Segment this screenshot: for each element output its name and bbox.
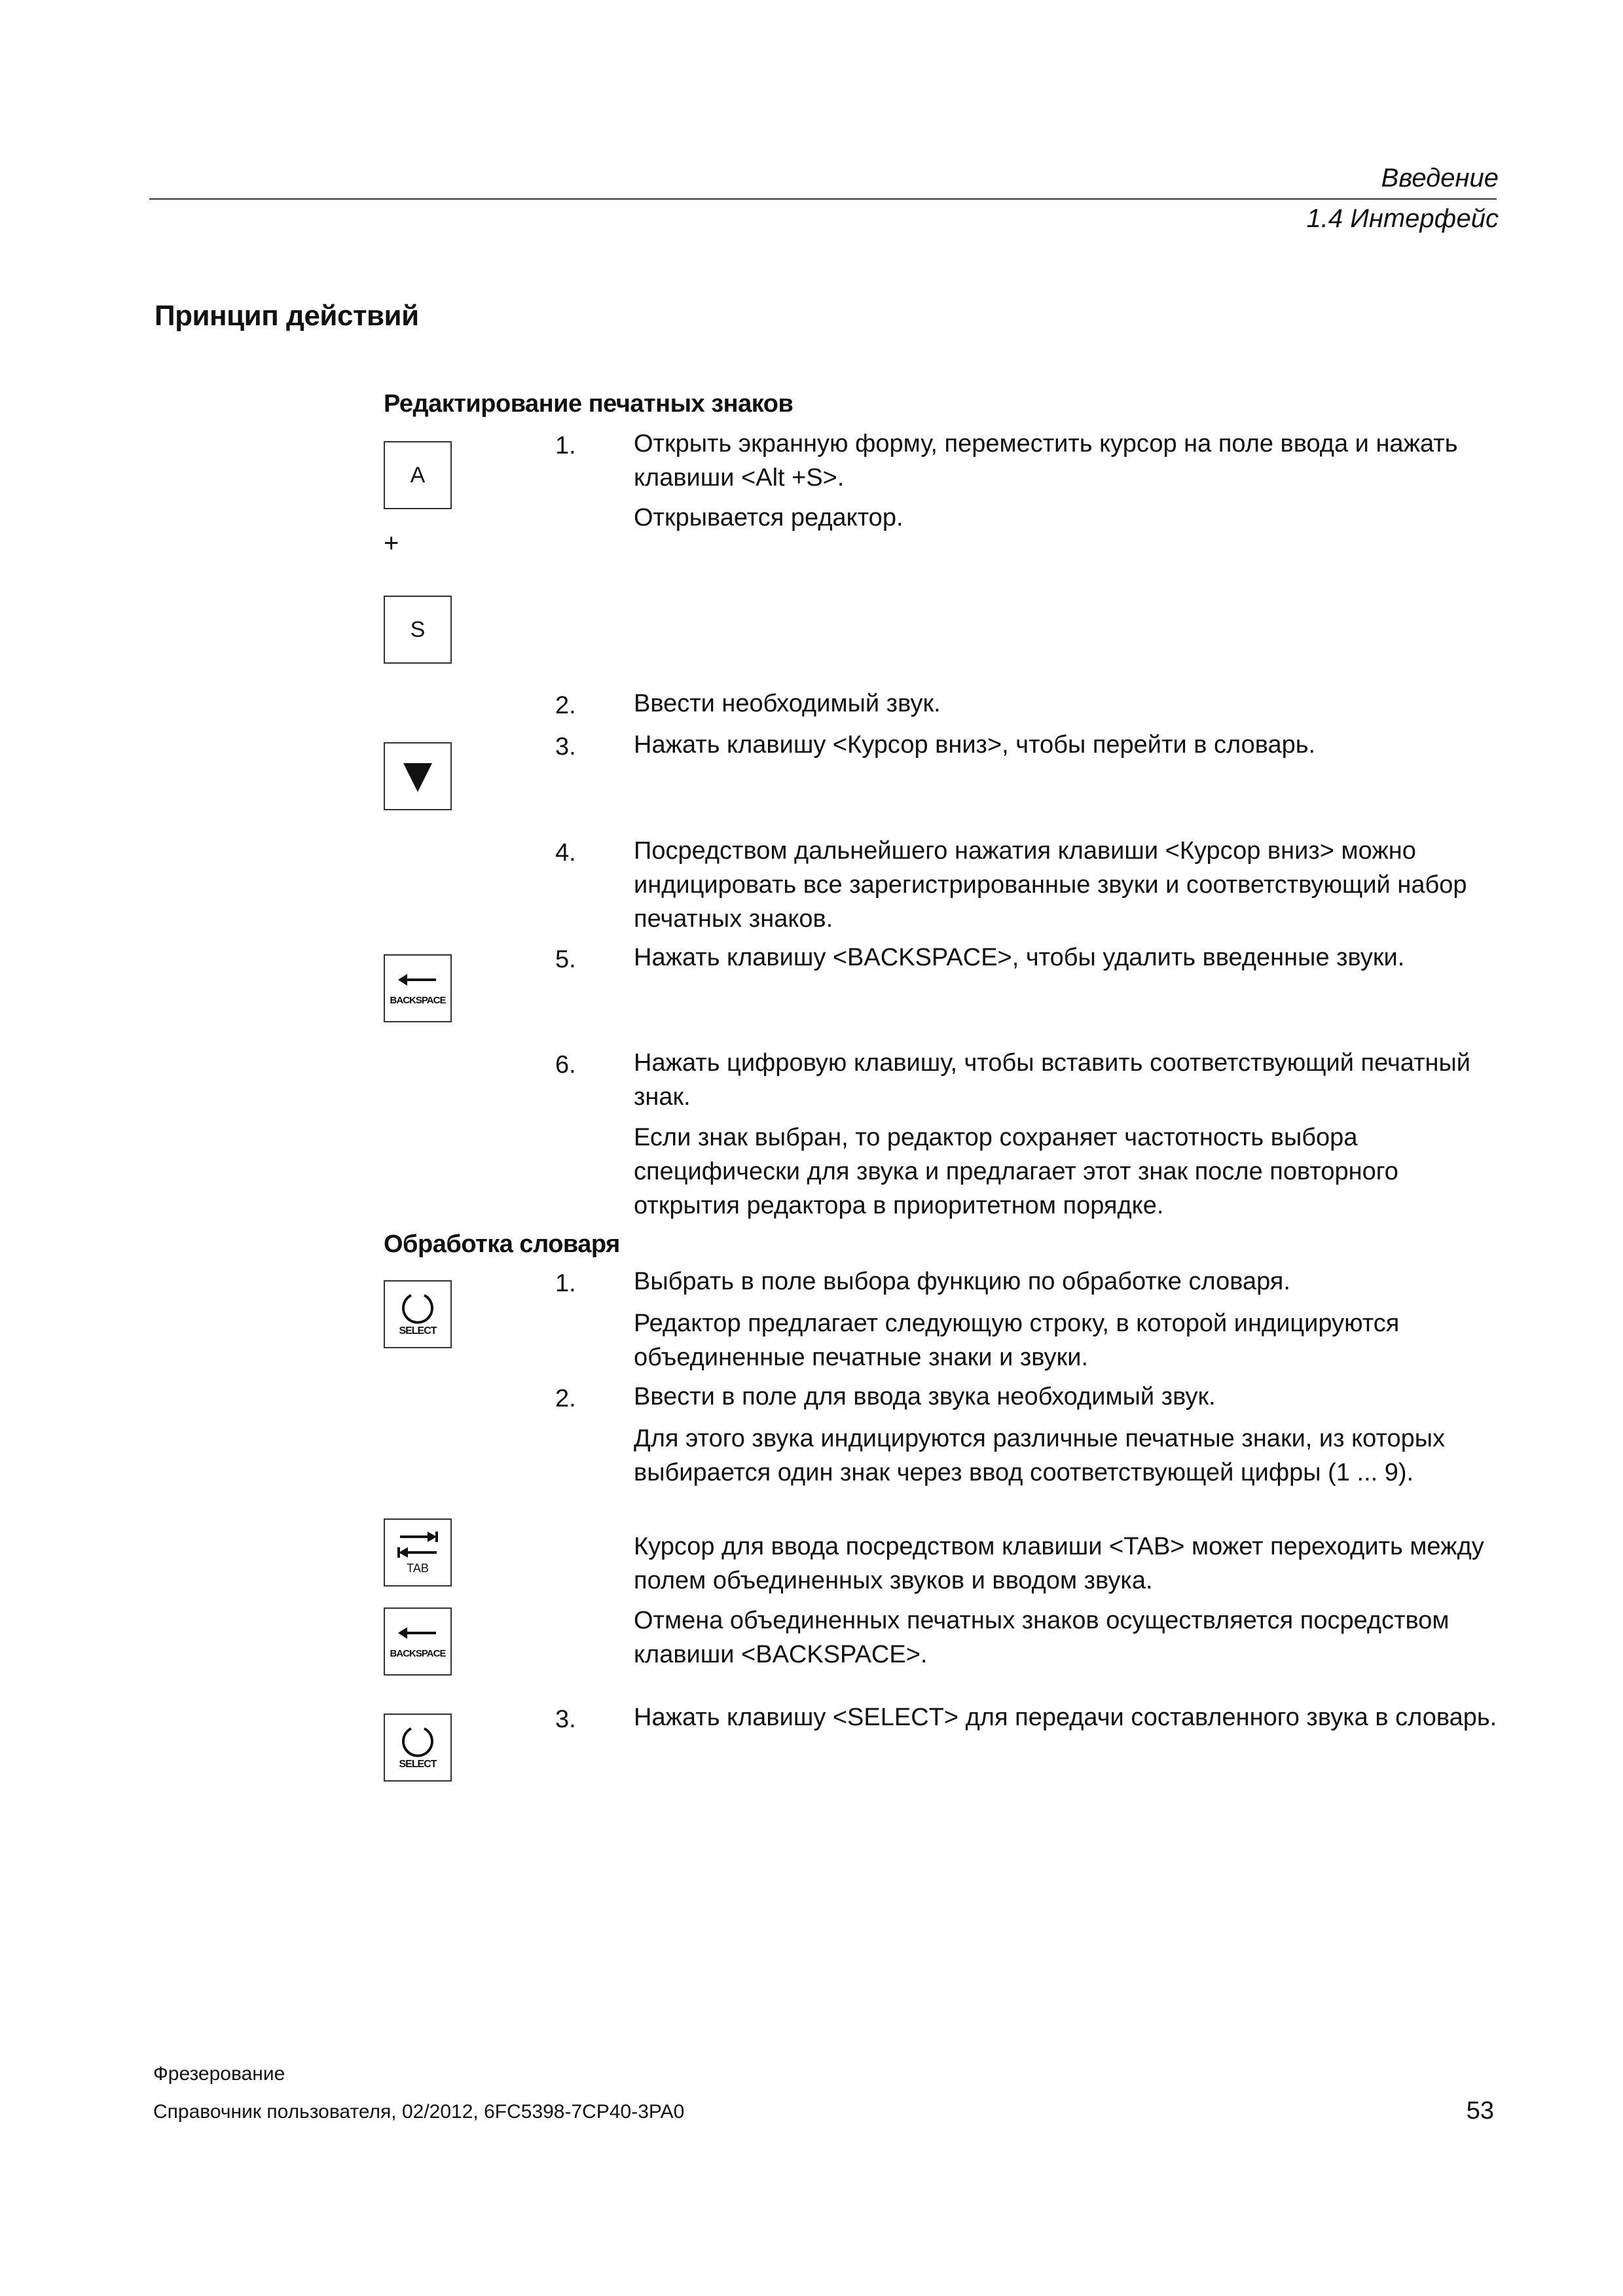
backspace-key-label: BACKSPACE [390, 1647, 446, 1659]
key-cursor-down [384, 742, 452, 810]
editing-step-2-text: Ввести необходимый звук. [634, 690, 941, 717]
dictionary-step-2-note-2: Курсор для ввода посредством клавиши <TAB> может переходить между полем объединенных звуков и вводом звука. [634, 1533, 1484, 1594]
editing-step-5-num: 5. [555, 946, 576, 973]
dictionary-step-2-text: Ввести в поле для ввода звука необходимый звук. [634, 1383, 1216, 1410]
editing-step-3-text: Нажать клавишу <Курсор вниз>, чтобы перейти в словарь. [634, 731, 1316, 759]
dictionary-step-2-note-3: Отмена объединенных печатных знаков осуществляется посредством клавиши <BACKSPACE>. [634, 1607, 1450, 1668]
key-backspace-2 [384, 1607, 452, 1676]
editing-step-2-num: 2. [555, 692, 576, 719]
editing-step-1-note: Открывается редактор. [634, 504, 903, 531]
key-select-1 [384, 1280, 452, 1348]
header-chapter: Введение [1381, 164, 1499, 192]
select-key-label: SELECT [399, 1325, 437, 1336]
header-section: 1.4 Интерфейс [1306, 204, 1499, 233]
editing-heading: Редактирование печатных знаков [384, 390, 793, 418]
key-tab [384, 1518, 452, 1587]
page-title: Принцип действий [155, 300, 419, 332]
editing-step-4-text: Посредством дальнейшего нажатия клавиши <Курсор вниз> можно индицировать все зарегистрированные звуки и соответствующий набор печатных знаков. [634, 837, 1467, 933]
backspace-arrow-icon [397, 971, 439, 988]
select-key-label: SELECT [399, 1759, 437, 1770]
key-select-2 [384, 1713, 452, 1782]
tab-icon [395, 1530, 441, 1560]
editing-step-3-num: 3. [555, 733, 576, 761]
backspace-key-label: BACKSPACE [390, 994, 446, 1006]
dictionary-heading: Обработка словаря [384, 1230, 620, 1258]
editing-step-5-text: Нажать клавишу <BACKSPACE>, чтобы удалить введенные звуки. [634, 944, 1405, 971]
editing-step-4-num: 4. [555, 839, 576, 867]
dictionary-step-3-num: 3. [555, 1706, 576, 1733]
dictionary-step-1-num: 1. [555, 1270, 576, 1297]
select-icon [399, 1291, 436, 1324]
dictionary-step-2-num: 2. [555, 1385, 576, 1412]
backspace-arrow-icon [397, 1624, 439, 1641]
arrow-down-icon [399, 758, 436, 795]
editing-step-1-text: Открыть экранную форму, переместить курсор на поле ввода и нажать клавиши <Alt +S>. [634, 430, 1458, 492]
dictionary-step-1-note: Редактор предлагает следующую строку, в которой индицируются объединенные печатные знаки и звуки. [634, 1310, 1400, 1371]
key-plus: + [384, 529, 399, 558]
page-number: 53 [1466, 2097, 1494, 2125]
footer-line-2: Справочник пользователя, 02/2012, 6FC5398-7CP40-3PA0 [153, 2101, 685, 2123]
tab-key-label: TAB [407, 1561, 429, 1575]
select-icon [399, 1725, 436, 1757]
dictionary-step-2-note-1: Для этого звука индицируются различные печатные знаки, из которых выбирается один знак через ввод соответствующей цифры (1 ... 9). [634, 1425, 1446, 1486]
editing-step-6-num: 6. [555, 1051, 576, 1079]
editing-step-1-num: 1. [555, 432, 576, 459]
footer-line-1: Фрезерование [153, 2063, 285, 2085]
key-s: S [384, 596, 452, 664]
key-a: A [384, 441, 452, 509]
key-backspace [384, 954, 452, 1022]
header-divider [149, 198, 1497, 200]
dictionary-step-3-text: Нажать клавишу <SELECT> для передачи составленного звука в словарь. [634, 1704, 1497, 1731]
editing-step-6-note: Если знак выбран, то редактор сохраняет частотность выбора специфически для звука и предлагает этот знак после повторного открытия редактора в приоритетном порядке. [634, 1124, 1398, 1219]
dictionary-step-1-text: Выбрать в поле выбора функцию по обработке словаря. [634, 1268, 1290, 1295]
editing-step-6-text: Нажать цифровую клавишу, чтобы вставить соответствующий печатный знак. [634, 1049, 1471, 1111]
